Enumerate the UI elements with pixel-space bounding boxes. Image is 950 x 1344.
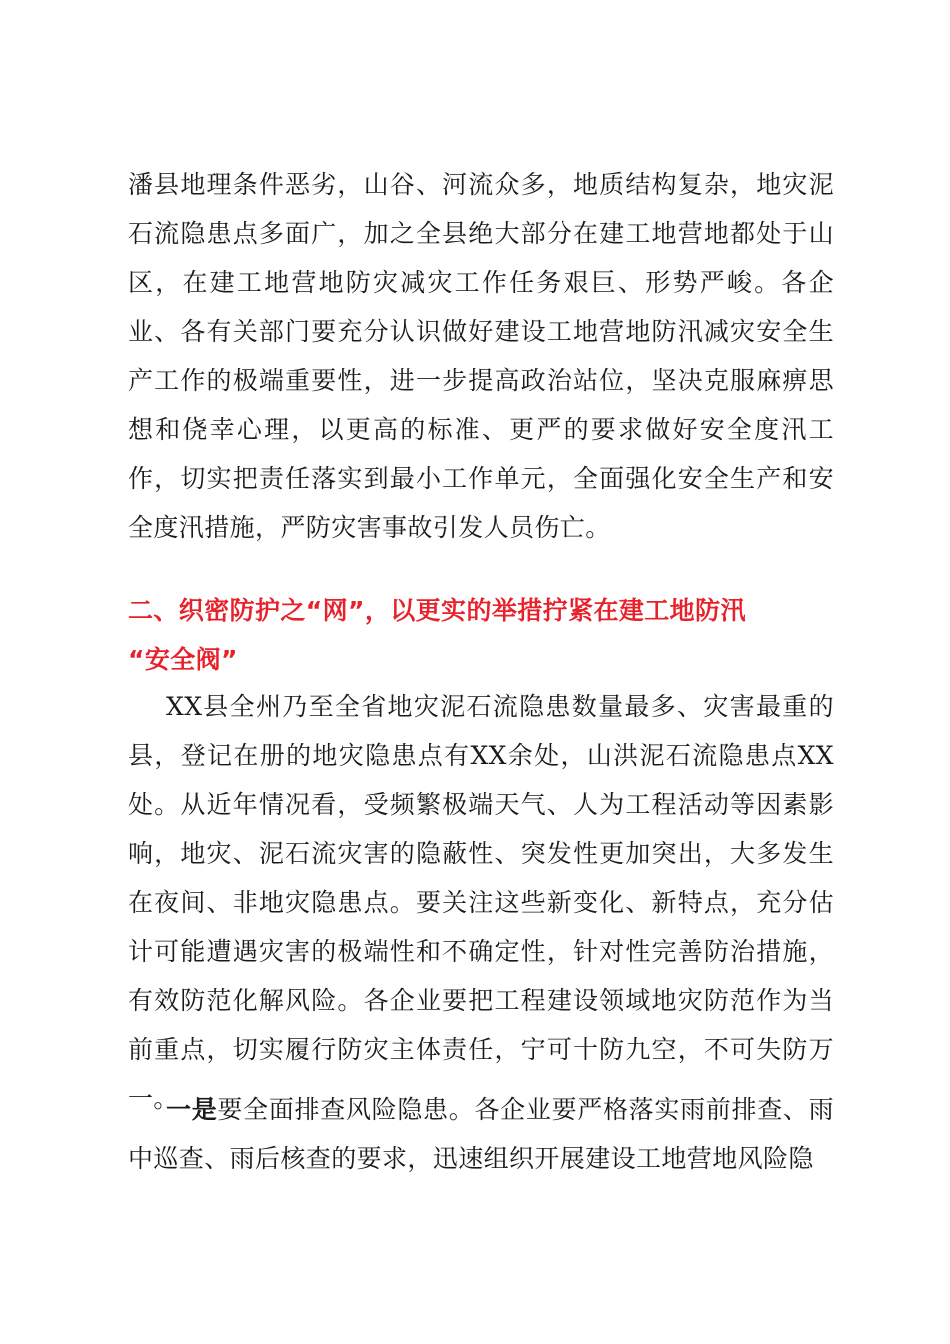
paragraph-lead-bold: 一是 <box>166 1095 218 1124</box>
section-heading <box>128 586 848 684</box>
section-heading-line-2: “安全阀” <box>128 645 238 674</box>
body-paragraph-1: 潘县地理条件恶劣，山谷、河流众多，地质结构复杂，地灾泥石流隐患点多面广，加之全县绝大部分在建工地营地都处于山区，在建工地营地防灾减灾工作任务艰巨、形势严峻。各企业、各有关部门要充分认识做好建设工地营地防汛减灾安全生产工作的极端重要性，进一步提高政治站位，坚决克服麻痹思想和侥幸心理，以更高的标准、更严的要求做好安全度汛工作，切实把责任落实到最小工作单元，全面强化安全生产和安全度汛措施，严防灾害事故引发人员伤亡。 <box>128 170 834 542</box>
body-paragraph-2: XX县全州乃至全省地灾泥石流隐患数量最多、灾害最重的县，登记在册的地灾隐患点有XX余处，山洪泥石流隐患点XX处。从近年情况看，受频繁极端天气、人为工程活动等因素影响，地灾、泥石流灾害的隐蔽性、突发性更加突出，大多发生在夜间、非地灾隐患点。要关注这些新变化、新特点，充分估计可能遭遇灾害的极端性和不确定性，针对性完善防治措施，有效防范化解风险。各企业要把工程建设领域地灾防范作为当前重点，切实履行防灾主体责任，宁可十防九空，不可失防万一。 <box>128 692 834 1113</box>
body-paragraph-3 <box>128 1085 834 1183</box>
paragraph-3-text: 要全面排查风险隐患。各企业要严格落实雨前排查、雨中巡查、雨后核查的要求，迅速组织开展建设工地营地风险隐 <box>128 1095 834 1173</box>
section-heading-line-1: 二、织密防护之“网”，以更实的举措拧紧在建工地防汛 <box>128 596 746 625</box>
